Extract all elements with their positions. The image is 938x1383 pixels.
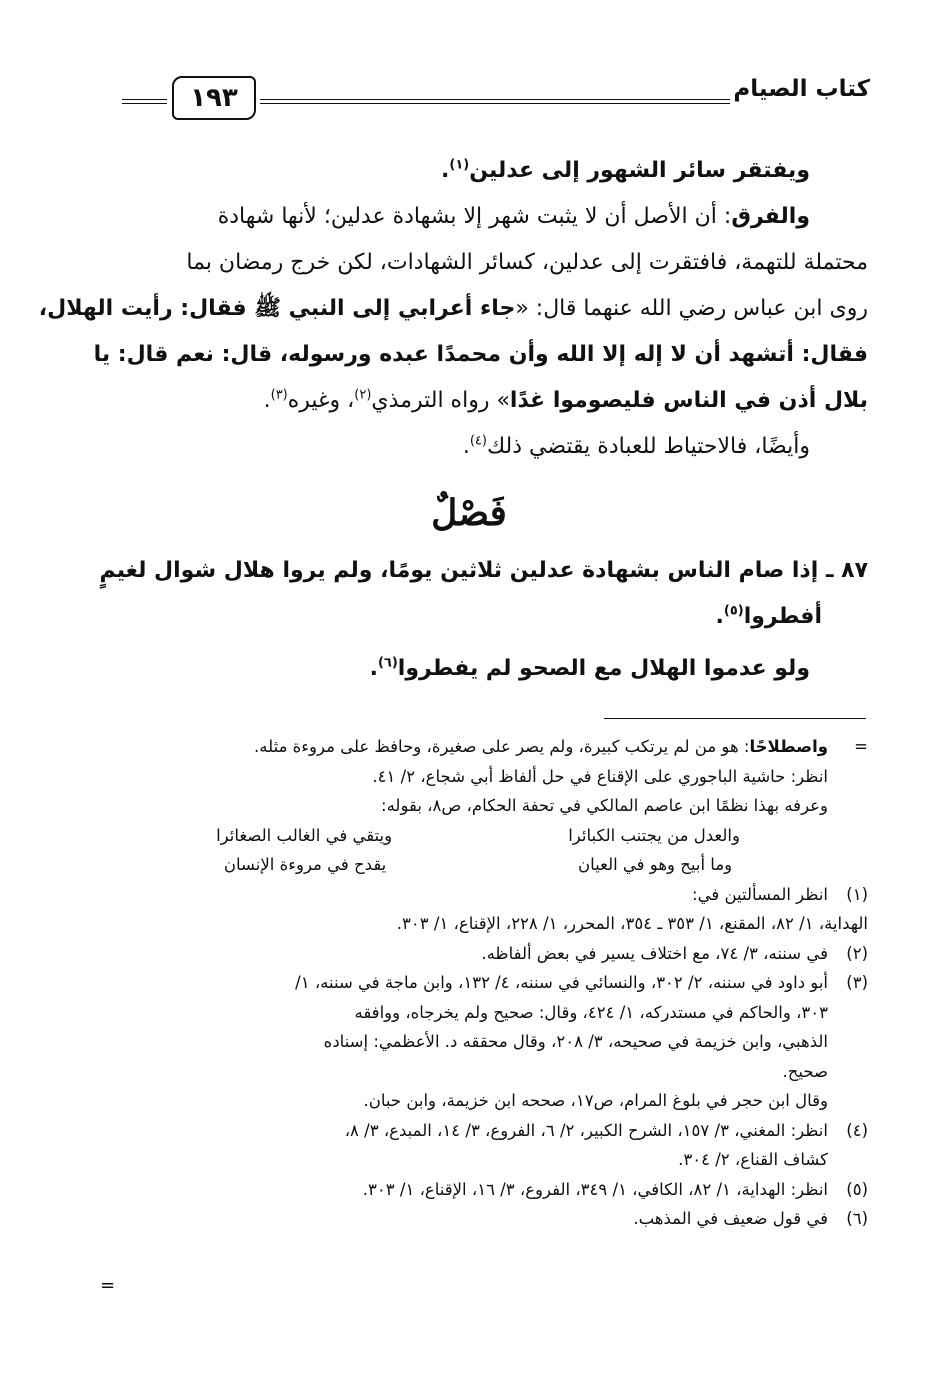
verse-line: وما أبيح وهو في العيان يقدح في مروءة الإنسان [223, 855, 733, 874]
main-text [38, 148, 868, 470]
footnote-line: وقال ابن حجر في بلوغ المرام، ص١٧، صححه ابن خزيمة، وابن حبان. [363, 1091, 828, 1110]
footnote-1: (١)انظر المسألتين في: [692, 884, 868, 904]
footnote-line: الذهبي، وابن خزيمة في صحيحه، ٣/ ٢٠٨، وقال محققه د. الأعظمي: إسناده [323, 1032, 828, 1051]
footnote-line: وعرفه بهذا نظمًا ابن عاصم المالكي في تحفة الحكام، ص٨، بقوله: [381, 796, 828, 815]
paragraph-line: محتملة للتهمة، فافتقرت إلى عدلين، كسائر الشهادات، لكن خرج رمضان بما [186, 250, 868, 275]
page-number-frame [172, 76, 256, 120]
item-line: ولو عدموا الهلال مع الصحو لم يفطروا$^{(٦)}$. [369, 655, 810, 681]
item-number: ٨٧ ـ [825, 558, 868, 583]
footnote-ref: (٥) [723, 603, 744, 619]
footnote-ref: (٤) [469, 433, 487, 449]
footnote-separator [604, 718, 866, 719]
item-87 [99, 548, 868, 692]
term-label: والفرق [731, 204, 810, 229]
continuation-mark: = [854, 737, 868, 756]
footnote-ref: (١) [449, 157, 470, 173]
page-header [110, 68, 870, 128]
verse-line: والعدل من يجتنب الكبائرا ويتقي في الغالب الصغائرا [216, 825, 740, 845]
page-number: ١٩٣ [190, 83, 238, 113]
paragraph-line: فقال: أتشهد أن لا إله إلا الله وأن محمدًا عبده ورسوله، قال: نعم قال: يا [93, 342, 868, 367]
paragraph-line: روى ابن عباس رضي الله عنهما قال: «جاء أعرابي إلى النبي ﷺ فقال: رأيت الهلال، [38, 296, 868, 321]
item-line: أفطروا$^{(٥)}$. [715, 603, 822, 629]
footnote-6: (٦)في قول ضعيف في المذهب. [633, 1209, 868, 1228]
footnote-ref: (٣) [270, 387, 288, 403]
footnote-line: صحيح. [782, 1061, 828, 1081]
footnote-4: (٤)انظر: المغني، ٣/ ١٥٧، الشرح الكبير، ٢/ ٦، الفروع، ٣/ ١٤، المبدع، ٣/ ٨، [344, 1120, 868, 1140]
section-heading: فَصْلٌ [431, 492, 507, 534]
paragraph-line: وأيضًا، فالاحتياط للعبادة يقتضي ذلك$^{(٤)}$. [462, 433, 810, 459]
item-line: ٨٧ ـ إذا صام الناس بشهادة عدلين ثلاثين يومًا، ولم يروا هلال شوال لغيمٍ [99, 558, 868, 583]
footnote-ref: (٦) [377, 655, 398, 671]
header-rule [260, 99, 730, 104]
header-rule-short [122, 99, 167, 104]
footnote-line: =واصطلاحًا: هو من لم يرتكب كبيرة، ولم يصر على صغيرة، وحافظ على مروءة مثله. [128, 732, 868, 762]
paragraph-line: بلال أذن في الناس فليصوموا غدًا» رواه الترمذي$^{(٢)}$، وغيره$^{(٣)}$. [263, 387, 868, 413]
footnote-line: انظر: حاشية الباجوري على الإقناع في حل ألفاظ أبي شجاع، ٢/ ٤١. [372, 766, 828, 786]
footnote-2: (٢)في سننه، ٣/ ٧٤، مع اختلاف يسير في بعض ألفاظه. [481, 943, 868, 963]
paragraph-line: ويفتقر سائر الشهور إلى عدلين$^{(١)}$. [441, 157, 810, 183]
continuation-mark-end: = [100, 1275, 116, 1296]
footnote-line: كشاف القناع، ٢/ ٣٠٤. [678, 1150, 828, 1169]
footnote-line: ٣٠٣، والحاكم في مستدركه، ١/ ٤٢٤، وقال: صحيح ولم يخرجاه، ووافقه [354, 1002, 828, 1022]
footnote-5: (٥)انظر: الهداية، ١/ ٨٢، الكافي، ١/ ٣٤٩، الفروع، ٣/ ١٦، الإقناع، ١/ ٣٠٣. [362, 1179, 868, 1199]
footnotes [128, 732, 868, 1234]
book-title: كتاب الصيام [733, 76, 870, 102]
paragraph-line: والفرق: أن الأصل أن لا يثبت شهر إلا بشهادة عدلين؛ لأنها شهادة [217, 204, 810, 229]
footnote-3: (٣)أبو داود في سننه، ٢/ ٣٠٢، والنسائي في سننه، ٤/ ١٣٢، وابن ماجة في سننه، ١/ [295, 973, 868, 992]
footnote-ref: (٢) [354, 387, 372, 403]
footnote-line: الهداية، ١/ ٨٢، المقنع، ١/ ٣٥٣ ـ ٣٥٤، المحرر، ١/ ٢٢٨، الإقناع، ١/ ٣٠٣. [396, 914, 868, 933]
